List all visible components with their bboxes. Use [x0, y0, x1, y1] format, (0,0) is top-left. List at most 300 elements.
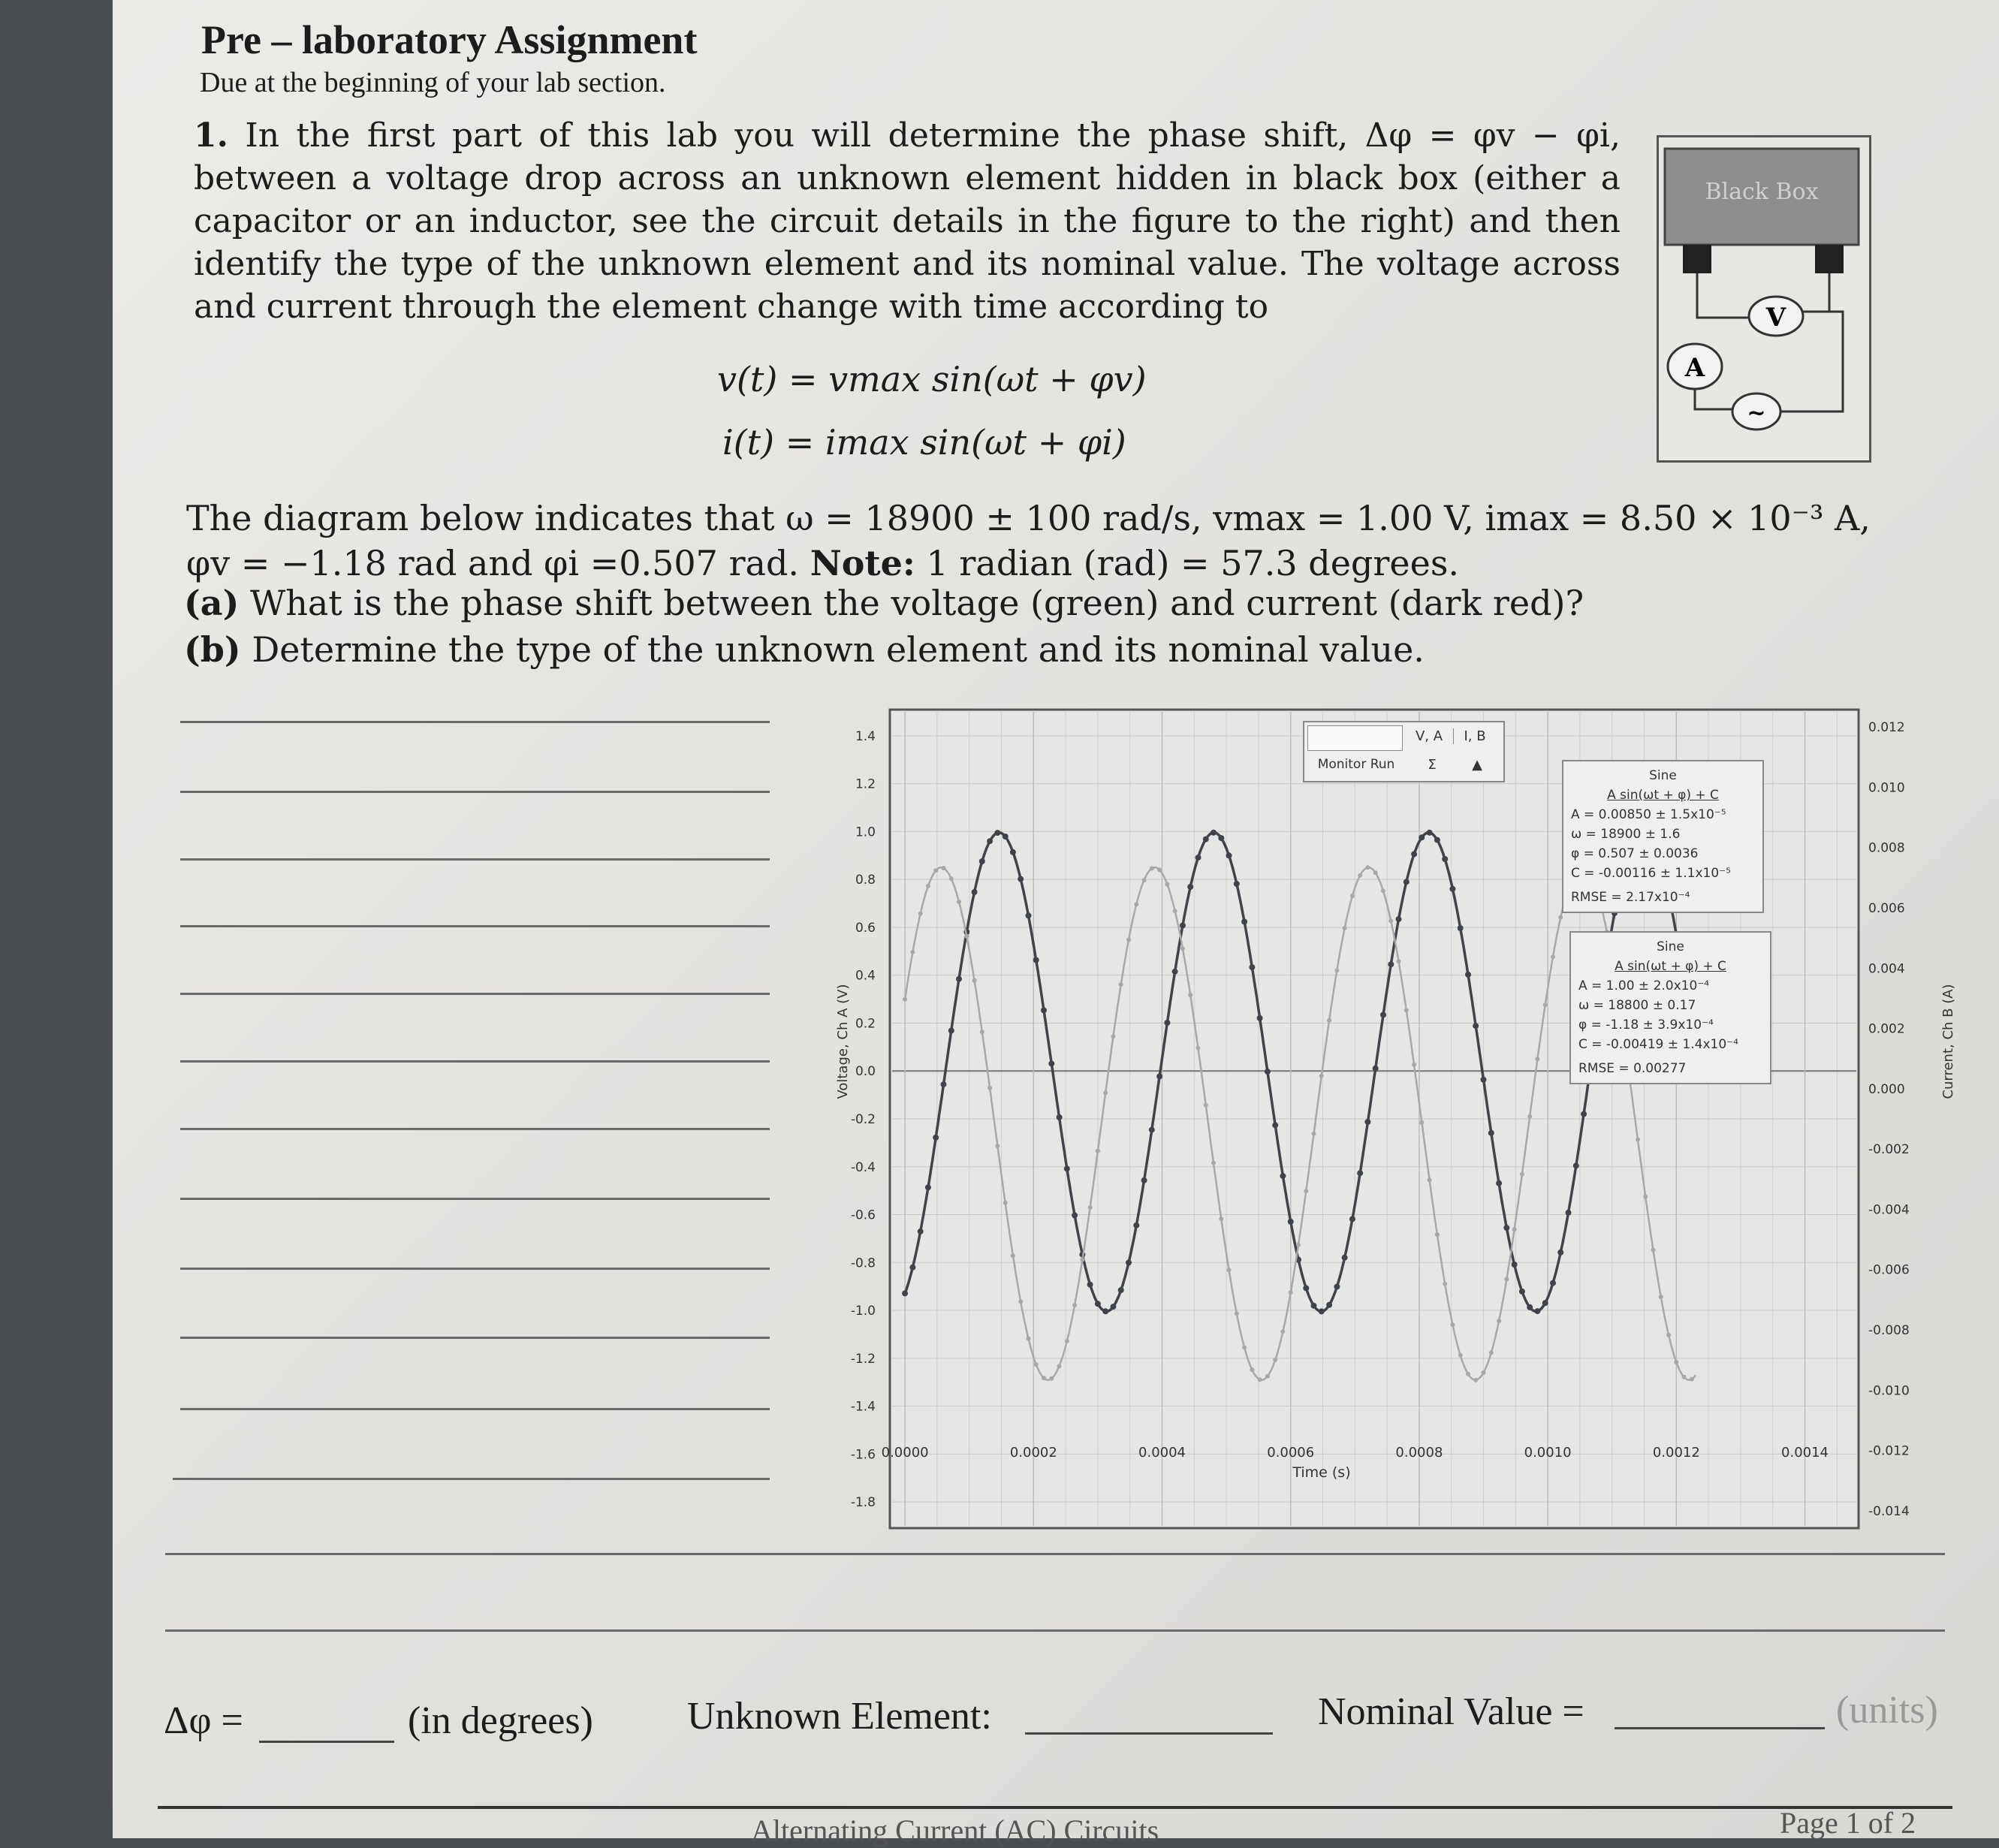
- wire-top-left: [1697, 273, 1749, 318]
- y-right-tick-label: -0.008: [1868, 1323, 1910, 1339]
- fit-formula: A sin(ωt + φ) + C: [1615, 959, 1726, 974]
- data-point-voltage: [1026, 912, 1032, 918]
- given-values: [186, 496, 1876, 586]
- data-point-voltage: [1427, 830, 1433, 836]
- data-point-voltage: [1404, 879, 1410, 885]
- voltmeter-label: V: [1765, 303, 1786, 333]
- data-point-voltage: [1581, 1111, 1587, 1117]
- data-point-current: [1289, 1290, 1293, 1295]
- data-point-current: [1512, 1227, 1517, 1231]
- y-tick-label: 1.0: [855, 825, 876, 840]
- data-point-current: [1103, 1090, 1108, 1095]
- data-point-voltage: [987, 838, 993, 844]
- fit-line: A = 1.00 ± 2.0x10⁻⁴: [1578, 978, 1710, 993]
- data-point-voltage: [1156, 1073, 1162, 1079]
- data-point-voltage: [1364, 1119, 1370, 1125]
- data-point-voltage: [1550, 1280, 1556, 1286]
- data-point-current: [1319, 1074, 1324, 1078]
- circuit-diagram: [1659, 137, 1869, 460]
- data-point-voltage: [1111, 1304, 1117, 1310]
- data-point-current: [1643, 1195, 1648, 1199]
- data-point-voltage: [972, 889, 978, 895]
- toolbar-input[interactable]: [1307, 725, 1403, 751]
- data-point-voltage: [1512, 1262, 1518, 1268]
- data-point-voltage: [1057, 1114, 1063, 1120]
- x-tick-label: 0.0010: [1524, 1445, 1572, 1461]
- data-point-voltage: [1280, 1173, 1286, 1179]
- data-point-current: [1350, 894, 1355, 898]
- nominal-value-blank[interactable]: [1615, 1727, 1825, 1729]
- data-point-current: [1157, 867, 1162, 872]
- data-point-voltage: [1102, 1308, 1108, 1314]
- data-point-voltage: [1573, 1162, 1579, 1168]
- data-point-current: [1327, 1018, 1331, 1023]
- data-point-current: [1280, 1329, 1285, 1334]
- data-point-current: [1636, 1138, 1640, 1142]
- data-point-voltage: [1234, 881, 1240, 887]
- data-point-voltage: [1534, 1308, 1540, 1314]
- y-right-tick-label: 0.008: [1868, 840, 1905, 856]
- answer-rule[interactable]: [173, 1478, 770, 1480]
- question-a-text: What is the phase shift between the voltage (green) and current (dark red)?: [249, 583, 1584, 623]
- fit-line: A = 0.00850 ± 1.5x10⁻⁵: [1571, 807, 1726, 822]
- x-tick-label: 0.0014: [1781, 1445, 1829, 1461]
- y-tick-label: 0.4: [855, 968, 876, 984]
- data-point-voltage: [1488, 1130, 1494, 1136]
- y-tick-label: 1.2: [855, 776, 876, 792]
- wire-top-right: [1803, 273, 1829, 312]
- chart-svg: [811, 692, 1982, 1519]
- data-point-voltage: [1311, 1303, 1317, 1309]
- data-point-current: [1188, 993, 1192, 997]
- data-point-current: [1365, 865, 1370, 870]
- data-point-current: [1126, 937, 1131, 942]
- data-point-voltage: [1272, 1122, 1278, 1128]
- data-point-voltage: [1496, 1180, 1502, 1186]
- sigma-icon[interactable]: Σ: [1428, 757, 1437, 773]
- x-tick-label: 0.0006: [1267, 1445, 1315, 1461]
- fit-title: Sine: [1649, 768, 1677, 783]
- data-point-voltage: [1465, 972, 1471, 978]
- data-point-current: [1150, 867, 1154, 871]
- chart-toolbar: [1303, 721, 1505, 782]
- data-point-voltage: [1357, 1170, 1363, 1176]
- data-point-current: [1242, 1345, 1247, 1349]
- terminal-left: [1683, 245, 1711, 273]
- data-point-current: [1558, 915, 1563, 920]
- data-point-voltage: [1319, 1308, 1325, 1314]
- circuit-figure: [1657, 135, 1871, 463]
- answer-rule[interactable]: [180, 791, 770, 793]
- data-point-current: [1334, 968, 1339, 972]
- data-point-voltage: [1172, 969, 1178, 975]
- data-point-current: [1165, 882, 1169, 887]
- data-point-voltage: [918, 1228, 924, 1235]
- data-point-current: [1412, 1063, 1416, 1067]
- y-axis-left: [851, 729, 876, 1510]
- problem-intro: [194, 114, 1621, 328]
- running-footer: Alternating Current (AC) Circuits: [751, 1813, 1159, 1847]
- problem-number: 1.: [194, 116, 228, 155]
- answer-rule[interactable]: [180, 1268, 770, 1270]
- y-right-tick-label: 0.010: [1868, 780, 1905, 796]
- y-tick-label: -1.0: [850, 1304, 876, 1319]
- data-point-current: [1504, 1277, 1509, 1282]
- y-right-tick-label: 0.000: [1868, 1081, 1905, 1097]
- answer-rule[interactable]: [180, 858, 770, 861]
- answer-rule[interactable]: [165, 1629, 1945, 1632]
- data-point-current: [1273, 1358, 1277, 1362]
- data-point-voltage: [1249, 964, 1255, 970]
- page-subtitle: Due at the beginning of your lab section.: [200, 67, 666, 98]
- data-point-current: [1072, 1303, 1077, 1307]
- data-point-current: [1142, 878, 1147, 882]
- data-point-voltage: [1003, 834, 1009, 840]
- data-point-current: [1088, 1205, 1093, 1210]
- footer-rule: [158, 1806, 1952, 1809]
- y-tick-label: 0.0: [855, 1064, 876, 1080]
- data-point-current: [1690, 1377, 1694, 1382]
- data-point-current: [1682, 1375, 1687, 1379]
- data-point-current: [1018, 1299, 1023, 1304]
- question-a-label: (a): [184, 583, 240, 623]
- data-point-voltage: [1072, 1212, 1078, 1218]
- data-point-voltage: [1211, 830, 1217, 836]
- data-point-voltage: [1449, 886, 1455, 892]
- data-point-current: [1219, 1216, 1223, 1221]
- y-tick-label: -1.6: [850, 1447, 876, 1463]
- y-tick-label: -0.4: [850, 1159, 876, 1175]
- data-point-current: [933, 868, 938, 873]
- x-tick-label: 0.0012: [1652, 1445, 1700, 1461]
- fit-line: C = -0.00116 ± 1.1x10⁻⁵: [1571, 866, 1731, 881]
- data-point-voltage: [1373, 1066, 1379, 1072]
- data-point-current: [1111, 1034, 1116, 1039]
- y-right-tick-label: -0.004: [1868, 1202, 1910, 1218]
- data-point-current: [1397, 959, 1401, 963]
- data-point-current: [1435, 1232, 1440, 1237]
- data-point-voltage: [1203, 837, 1209, 843]
- data-point-voltage: [1010, 849, 1016, 855]
- toolbar-col2[interactable]: I, B: [1453, 728, 1496, 744]
- data-point-current: [1388, 919, 1393, 924]
- data-point-current: [1304, 1189, 1308, 1193]
- data-point-current: [1381, 888, 1385, 893]
- equation-current: i(t) = imax sin(ωt + φi): [722, 422, 1126, 463]
- question-b-text: Determine the type of the unknown element and its nominal value.: [252, 629, 1425, 670]
- data-point-current: [1520, 1172, 1524, 1177]
- data-point-voltage: [1133, 1222, 1139, 1228]
- data-point-current: [1258, 1377, 1262, 1382]
- data-point-voltage: [1226, 852, 1232, 858]
- phase-shift-blank[interactable]: [259, 1741, 394, 1743]
- data-point-voltage: [1380, 1012, 1386, 1018]
- data-point-voltage: [1087, 1282, 1093, 1288]
- y-right-tick-label: 0.012: [1868, 720, 1905, 736]
- data-point-current: [1119, 982, 1123, 987]
- data-point-current: [1497, 1319, 1501, 1323]
- data-point-current: [1196, 1046, 1201, 1051]
- y-right-tick-label: 0.002: [1868, 1021, 1905, 1037]
- answer-rule[interactable]: [180, 721, 770, 723]
- fit-box-voltage[interactable]: [1569, 931, 1771, 1084]
- ac-source-label: ~: [1747, 400, 1766, 427]
- data-point-voltage: [1041, 1007, 1047, 1013]
- data-point-current: [1235, 1311, 1239, 1316]
- data-point-current: [1358, 873, 1362, 878]
- y-right-tick-label: 0.004: [1868, 961, 1905, 977]
- data-point-voltage: [1542, 1300, 1548, 1306]
- data-point-current: [1312, 1132, 1316, 1136]
- data-point-voltage: [1303, 1285, 1309, 1291]
- given-text: The diagram below indicates that ω = 18900 ± 100 rad/s, vmax = 1.00 V, imax = 8.50 × 10⁻³ A, φv = −1.18 rad and φi =0.507 rad.: [186, 498, 1871, 583]
- data-point-current: [1034, 1362, 1039, 1367]
- problem-intro-text: In the first part of this lab you will determine the phase shift, Δφ = φv − φi, between a voltage drop across an unknown element hidden in black box (either a capacitor or an inductor, see the circuit details in the figure to the right) and then identify the type of the unknown element and its nominal value. The voltage across and current through the element change with time according to: [194, 116, 1621, 326]
- data-point-voltage: [1257, 1015, 1263, 1021]
- data-point-current: [910, 950, 915, 954]
- data-point-voltage: [1195, 855, 1202, 861]
- fit-rmse: RMSE = 0.00277: [1578, 1061, 1687, 1076]
- data-point-voltage: [1187, 884, 1193, 890]
- data-point-current: [1482, 1370, 1486, 1375]
- data-point-current: [1443, 1282, 1447, 1286]
- data-point-current: [1404, 1008, 1409, 1012]
- y-right-tick-label: 0.006: [1868, 900, 1905, 916]
- phase-shift-label: Δφ =: [164, 1699, 243, 1742]
- data-point-voltage: [902, 1290, 908, 1296]
- y-tick-label: -0.2: [850, 1112, 876, 1127]
- data-point-voltage: [1442, 856, 1448, 862]
- data-point-voltage: [1218, 835, 1224, 841]
- y-tick-label: 0.2: [855, 1016, 876, 1032]
- data-point-voltage: [1164, 1020, 1170, 1026]
- answer-rule[interactable]: [180, 1337, 770, 1339]
- question-b-label: (b): [184, 629, 241, 670]
- y-tick-label: 1.4: [855, 728, 876, 744]
- question-b: [184, 629, 1425, 670]
- data-point-current: [1466, 1372, 1470, 1376]
- answer-rule[interactable]: [180, 1128, 770, 1130]
- answer-rule[interactable]: [180, 925, 770, 927]
- equation-voltage: v(t) = vmax sin(ωt + φv): [717, 359, 1147, 399]
- data-point-current: [1057, 1364, 1062, 1368]
- data-point-voltage: [1396, 916, 1402, 922]
- monitor-run-button[interactable]: Monitor Run: [1317, 757, 1395, 772]
- wire-bottom-left: [1695, 389, 1734, 409]
- data-point-voltage: [1342, 1255, 1348, 1261]
- data-point-current: [987, 1086, 992, 1090]
- data-point-current: [1373, 870, 1378, 875]
- y-axis-left-label: Voltage, Ch A (V): [835, 984, 851, 1099]
- y-right-tick-label: -0.014: [1868, 1503, 1910, 1519]
- data-point-current: [1535, 1057, 1539, 1061]
- fit-formula: A sin(ωt + φ) + C: [1607, 788, 1719, 803]
- data-point-current: [1180, 946, 1185, 951]
- fit-box-current[interactable]: [1562, 760, 1764, 913]
- y-right-tick-label: -0.012: [1868, 1443, 1910, 1459]
- data-point-voltage: [1458, 925, 1464, 931]
- data-point-voltage: [1064, 1165, 1070, 1171]
- data-point-current: [1551, 954, 1555, 959]
- data-point-current: [1134, 902, 1138, 906]
- data-point-voltage: [1557, 1250, 1563, 1256]
- data-point-current: [1473, 1378, 1478, 1382]
- y-tick-label: -0.8: [850, 1256, 876, 1271]
- data-point-current: [964, 934, 969, 939]
- y-tick-label: 0.6: [855, 920, 876, 936]
- note-text: 1 radian (rad) = 57.3 degrees.: [926, 543, 1460, 583]
- unknown-element-blank[interactable]: [1025, 1732, 1273, 1735]
- data-point-voltage: [1434, 837, 1440, 843]
- fit-chart: [811, 692, 1982, 1519]
- note-label: Note:: [810, 543, 915, 583]
- data-point-voltage: [1048, 1060, 1054, 1066]
- page-title: Pre – laboratory Assignment: [201, 17, 698, 62]
- data-point-current: [1080, 1258, 1084, 1262]
- triangle-icon[interactable]: ▲: [1472, 757, 1482, 773]
- x-axis-label: Time (s): [1292, 1464, 1351, 1481]
- data-point-current: [1674, 1360, 1678, 1364]
- data-point-current: [1651, 1248, 1656, 1253]
- data-point-current: [1428, 1177, 1432, 1182]
- data-point-voltage: [948, 1028, 954, 1034]
- data-point-current: [995, 1144, 1000, 1148]
- data-point-current: [918, 912, 923, 916]
- x-tick-label: 0.0000: [881, 1445, 929, 1461]
- answer-rule[interactable]: [165, 1553, 1945, 1555]
- data-point-current: [903, 997, 907, 1002]
- data-point-current: [1204, 1103, 1208, 1108]
- data-point-voltage: [909, 1265, 915, 1271]
- page-number: Page 1 of 2: [1780, 1806, 1916, 1840]
- data-point-voltage: [1149, 1127, 1155, 1133]
- data-point-voltage: [1241, 919, 1247, 925]
- y-right-tick-label: -0.006: [1868, 1262, 1910, 1278]
- data-point-voltage: [1349, 1216, 1355, 1222]
- data-point-voltage: [994, 830, 1000, 836]
- data-point-current: [1450, 1322, 1455, 1327]
- ammeter-label: A: [1684, 353, 1705, 383]
- data-point-voltage: [1326, 1302, 1332, 1308]
- data-point-voltage: [1180, 923, 1186, 929]
- data-point-voltage: [1033, 957, 1039, 963]
- data-point-voltage: [1334, 1284, 1340, 1290]
- answer-rule[interactable]: [180, 1198, 770, 1200]
- fit-title: Sine: [1657, 939, 1684, 954]
- data-point-voltage: [956, 976, 962, 982]
- answer-rule[interactable]: [180, 1408, 770, 1410]
- data-point-current: [1042, 1376, 1046, 1380]
- y-tick-label: -1.4: [850, 1399, 876, 1415]
- data-point-voltage: [933, 1135, 939, 1141]
- y-tick-label: -1.8: [850, 1495, 876, 1511]
- y-right-tick-label: -0.002: [1868, 1142, 1910, 1158]
- data-point-current: [1065, 1339, 1069, 1343]
- nominal-value-units: (units): [1836, 1689, 1938, 1732]
- black-box-label: Black Box: [1705, 179, 1819, 205]
- unknown-element-label: Unknown Element:: [687, 1695, 992, 1738]
- data-point-voltage: [1095, 1301, 1101, 1307]
- data-point-voltage: [941, 1081, 947, 1087]
- data-point-current: [1049, 1376, 1054, 1381]
- data-point-current: [1419, 1120, 1424, 1125]
- data-point-voltage: [1411, 851, 1417, 857]
- data-point-voltage: [1288, 1219, 1294, 1225]
- data-point-current: [1227, 1268, 1232, 1272]
- fit-line: φ = -1.18 ± 3.9x10⁻⁴: [1578, 1017, 1714, 1033]
- y-right-tick-label: -0.010: [1868, 1383, 1910, 1399]
- answer-rule[interactable]: [180, 993, 770, 995]
- fit-line: φ = 0.507 ± 0.0036: [1571, 846, 1699, 861]
- data-point-voltage: [1473, 1023, 1479, 1029]
- data-point-current: [1489, 1350, 1494, 1355]
- data-point-voltage: [1519, 1289, 1525, 1295]
- data-point-voltage: [1481, 1077, 1487, 1083]
- data-point-voltage: [979, 858, 985, 864]
- fit-line: ω = 18800 ± 0.17: [1578, 998, 1696, 1013]
- terminal-right: [1815, 245, 1844, 273]
- data-point-current: [1543, 1002, 1548, 1007]
- nominal-value-label: Nominal Value =: [1318, 1690, 1584, 1733]
- data-point-current: [1343, 926, 1347, 930]
- fit-line: C = -0.00419 ± 1.4x10⁻⁴: [1578, 1037, 1738, 1052]
- x-tick-label: 0.0004: [1138, 1445, 1186, 1461]
- data-point-current: [1265, 1374, 1270, 1379]
- data-point-voltage: [1503, 1225, 1509, 1231]
- y-axis-right: [1868, 720, 1910, 1519]
- question-a: [184, 583, 1584, 623]
- data-point-current: [1527, 1114, 1532, 1119]
- data-point-voltage: [1118, 1287, 1124, 1293]
- data-point-current: [1250, 1367, 1254, 1372]
- data-point-voltage: [1388, 961, 1394, 967]
- y-tick-label: -0.6: [850, 1207, 876, 1223]
- data-point-voltage: [1527, 1304, 1533, 1310]
- data-point-current: [1011, 1253, 1015, 1258]
- y-tick-label: -1.2: [850, 1351, 876, 1367]
- fit-line: ω = 18900 ± 1.6: [1571, 827, 1681, 842]
- data-point-current: [942, 866, 946, 870]
- data-point-voltage: [925, 1184, 931, 1190]
- fit-rmse: RMSE = 2.17x10⁻⁴: [1571, 890, 1690, 905]
- toolbar-col1[interactable]: V, A: [1415, 728, 1443, 744]
- data-point-current: [1027, 1337, 1031, 1341]
- data-point-current: [1096, 1149, 1100, 1153]
- data-point-voltage: [1018, 876, 1024, 882]
- data-point-current: [980, 1030, 984, 1034]
- data-point-current: [1458, 1353, 1463, 1358]
- data-point-voltage: [1141, 1177, 1147, 1183]
- data-point-current: [1296, 1243, 1301, 1247]
- data-point-current: [1659, 1295, 1663, 1299]
- data-point-current: [1003, 1201, 1008, 1205]
- y-axis-right-label: Current, Ch B (A): [1940, 984, 1956, 1099]
- data-point-current: [926, 884, 930, 888]
- data-point-current: [1173, 909, 1177, 913]
- y-tick-label: 0.8: [855, 873, 876, 888]
- data-point-voltage: [1126, 1259, 1132, 1265]
- x-tick-label: 0.0002: [1009, 1445, 1057, 1461]
- data-point-voltage: [1566, 1210, 1572, 1216]
- data-point-current: [949, 876, 954, 881]
- x-tick-label: 0.0008: [1395, 1445, 1443, 1461]
- phase-shift-units: (in degrees): [408, 1699, 593, 1742]
- data-point-voltage: [1419, 834, 1425, 840]
- answer-rule[interactable]: [180, 1060, 770, 1063]
- data-point-current: [1211, 1161, 1216, 1165]
- data-point-current: [972, 978, 977, 983]
- data-point-voltage: [1265, 1069, 1271, 1075]
